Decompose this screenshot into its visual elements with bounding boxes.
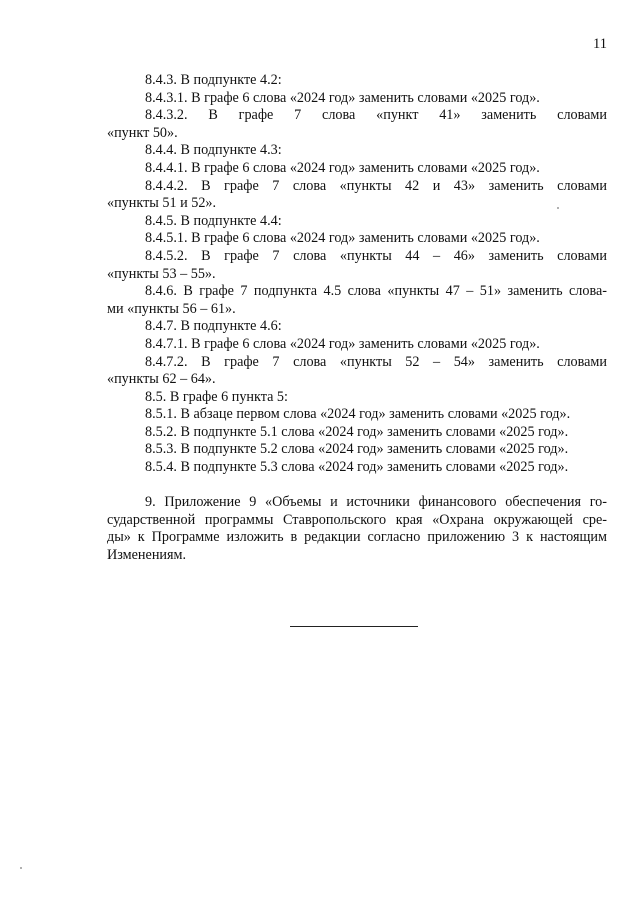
text-line: сударственной программы Ставропольского края «Охрана окружающей сре- xyxy=(107,511,607,528)
document-body xyxy=(107,72,607,565)
text-line: 8.5.4. В подпункте 5.3 слова «2024 год» заменить словами «2025 год». xyxy=(145,459,569,476)
text-line: 8.5.1. В абзаце первом слова «2024 год» заменить словами «2025 год». xyxy=(145,406,571,423)
text-line: 8.4.5.1. В графе 6 слова «2024 год» заменить словами «2025 год». xyxy=(145,230,540,247)
page-number: 11 xyxy=(593,36,607,52)
scan-speck xyxy=(557,207,559,209)
text-line: 8.4.3.1. В графе 6 слова «2024 год» заменить словами «2025 год». xyxy=(145,89,540,106)
separator-line xyxy=(290,626,418,627)
text-line: 8.4.6. В графе 7 подпункта 4.5 слова «пункты 47 – 51» заменить слова- xyxy=(145,283,607,300)
text-line: 8.4.3.2. В графе 7 слова «пункт 41» заменить словами xyxy=(145,107,607,124)
text-line: «пункт 50». xyxy=(107,124,178,141)
text-line: «пункты 51 и 52». xyxy=(107,195,217,212)
text-line: 8.4.5.2. В графе 7 слова «пункты 44 – 46» заменить словами xyxy=(145,247,607,264)
text-line: ды» к Программе изложить в редакции согласно приложению 3 к настоящим xyxy=(107,529,607,546)
text-line: ми «пункты 56 – 61». xyxy=(107,300,236,317)
text-line: 8.4.4.1. В графе 6 слова «2024 год» заменить словами «2025 год». xyxy=(145,159,540,176)
scan-speck xyxy=(20,867,22,869)
text-line: «пункты 62 – 64». xyxy=(107,371,216,388)
text-line: 8.4.3. В подпункте 4.2: xyxy=(145,72,282,88)
text-line: 8.4.4.2. В графе 7 слова «пункты 42 и 43» заменить словами xyxy=(145,177,607,194)
text-line: 8.5.2. В подпункте 5.1 слова «2024 год» заменить словами «2025 год». xyxy=(145,423,569,440)
text-line: 8.4.4. В подпункте 4.3: xyxy=(145,142,282,159)
text-line: Изменениям. xyxy=(107,547,187,564)
text-line: 8.4.7.1. В графе 6 слова «2024 год» заменить словами «2025 год». xyxy=(145,335,540,352)
text-line: 8.5.3. В подпункте 5.2 слова «2024 год» заменить словами «2025 год». xyxy=(145,441,569,458)
text-line: «пункты 53 – 55». xyxy=(107,265,216,282)
text-line: 9. Приложение 9 «Объемы и источники финансового обеспечения го- xyxy=(145,494,607,511)
text-line: 8.5. В графе 6 пункта 5: xyxy=(145,388,288,405)
text-line: 8.4.7. В подпункте 4.6: xyxy=(145,318,282,335)
paragraph-gap xyxy=(107,477,607,495)
text-line: 8.4.7.2. В графе 7 слова «пункты 52 – 54» заменить словами xyxy=(145,353,607,370)
text-line: 8.4.5. В подпункте 4.4: xyxy=(145,212,282,229)
